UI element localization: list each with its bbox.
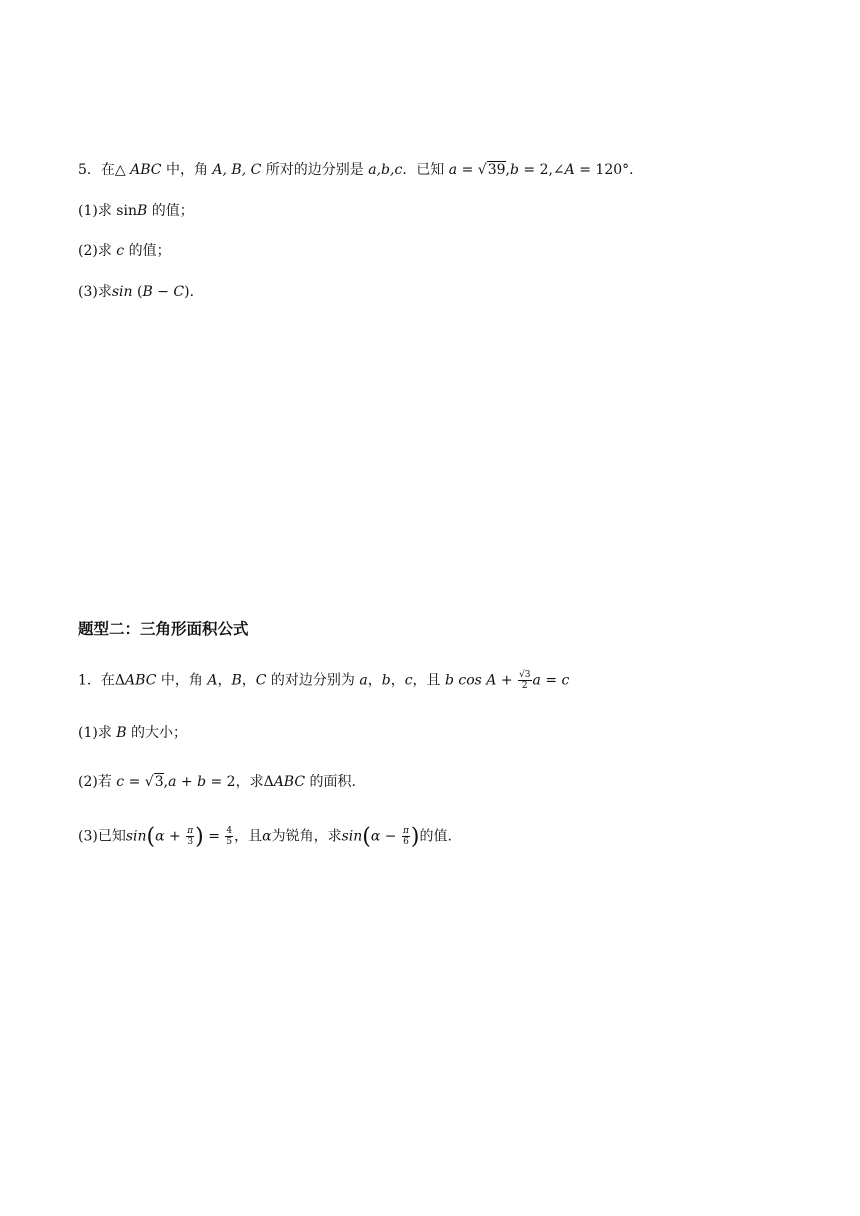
section-title: 题型二：三角形面积公式 (78, 620, 249, 638)
problem5-stem: 5．在△ ABC 中，角 A, B, C 所对的边分别是 a,b,c．已知 a = √39,b = 2,∠A = 120°． (78, 162, 644, 178)
problem1-q1: (1)求 B 的大小； (78, 725, 188, 741)
four-fifths-fraction: $\frac{4}{5}$ (226, 826, 233, 847)
problem1-q3: (3)已知sin(α + $\frac{\pi}{3}$ ) = $\frac{4}{5}$ ，且α为锐角，求sin(α − $\frac{\pi}{6}$ )的值. (78, 824, 452, 850)
problem5-q1: (1)求 sinB 的值； (78, 203, 194, 219)
pi-over-6-fraction: $\frac{\pi}{6}$ (402, 826, 409, 847)
sqrt3-over-2-fraction: $\frac{√3}{2}$ (519, 670, 531, 691)
problem5-q3: (3)求sin (B − C)． (78, 284, 204, 300)
problem1-stem: 1．在ΔABC 中，角 A，B，C 的对边分别为 a，b，c，且 b cos A + $\frac{√3}{2}$ a = c (78, 670, 570, 691)
problem1-q2: (2)若 c = √3,a + b = 2，求ΔABC 的面积. (78, 774, 356, 790)
problem5-q2: (2)求 c 的值； (78, 243, 171, 259)
pi-over-3-fraction: $\frac{\pi}{3}$ (187, 826, 194, 847)
